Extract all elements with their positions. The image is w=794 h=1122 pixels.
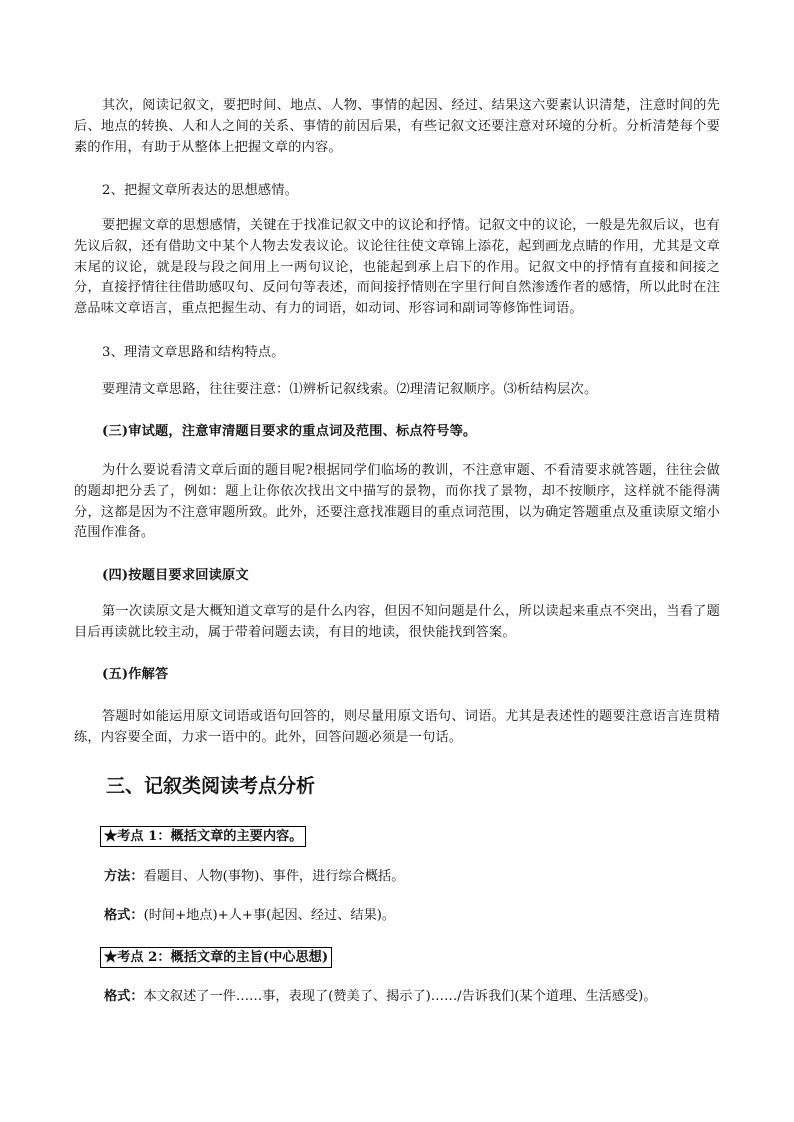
format-label: 格式： xyxy=(104,908,144,923)
kaodian-1-format xyxy=(104,906,395,927)
method-text: 看题目、人物(事物)、事件，进行综合概括。 xyxy=(143,869,405,884)
paragraph-emotion-detail: 要把握文章的思想感情，关键在于找准记叙文中的议论和抒情。记叙文中的议论，一般是先叙后议，也有先议后叙，还有借助文中某个人物去发表议论。议论往往使文章锦上添花，起到画龙点睛的作用，尤其是文章末尾的议论，就是段与段之间用上一两句议论，也能起到承上启下的作用。记叙文中的抒情有直接和间接之分，直接抒情往往借助感叹句、反问句等表述，而间接抒情则在字里行间自然渗透作者的感情，所以此时在注意品味文章语言，重点把握生动、有力的词语，如动词、形容词和副词等修饰性词语。 xyxy=(74,218,720,317)
heading-reread-text: (四)按题目要求回读原文 xyxy=(102,568,249,583)
paragraph-review-question: 为什么要说看清文章后面的题目呢?根据同学们临场的教训，不注意审题、不看清要求就答题，往往会做的题却把分丢了，例如：题上让你依次找出文中描写的景物，而你找了景物，却不按顺序，这样就不能得满分，这都是因为不注意审题所致。此外，还要注意找准题目的重点词范围，以为确定答题重点及重读原文缩小范围作准备。 xyxy=(74,463,720,541)
heading-answer: (五)作解答 xyxy=(102,667,169,682)
paragraph-structure-detail: 要理清文章思路，往往要注意：⑴辨析记叙线索。⑵理清记叙顺序。⑶析结构层次。 xyxy=(102,382,598,397)
format-text: (时间+地点)+人+事(起因、经过、结果)。 xyxy=(143,908,396,923)
kaodian-2-box: ★考点 2：概括文章的主旨(中心思想) xyxy=(100,947,332,968)
paragraph-reread-text: 第一次读原文是大概知道文章写的是什么内容，但因不知问题是什么，所以读起来重点不突出，当看了题目后再读就比较主动，属于带着问题去读，有目的地读，很快能找到答案。 xyxy=(74,604,720,640)
kaodian-1-box: ★考点 1：概括文章的主要内容。 xyxy=(100,826,306,847)
kaodian-1-method xyxy=(104,867,404,888)
method-label: 方法： xyxy=(104,869,144,884)
paragraph-answer: 答题时如能运用原文词语或语句回答的，则尽量用原文语句、词语。尤其是表述性的题要注意语言连贯精练，内容要全面，力求一语中的。此外，回答问题必须是一句话。 xyxy=(74,709,720,745)
kaodian-2-format xyxy=(104,987,657,1008)
heading-review-question: (三)审试题，注意审清题目要求的重点词及范围、标点符号等。 xyxy=(102,424,477,439)
format-text-2: 本文叙述了一件……事，表现了(赞美了、揭示了)……/告诉我们(某个道理、生活感受)。 xyxy=(143,989,657,1004)
format-label-2: 格式： xyxy=(104,989,144,1004)
paragraph-six-elements: 其次，阅读记叙文，要把时间、地点、人物、事情的起因、经过、结果这六要素认识清楚，注意时间的先后、地点的转换、人和人之间的关系、事情的前因后果，有些记叙文还要注意对环境的分析。分析清楚每个要素的作用，有助于从整体上把握文章的内容。 xyxy=(74,98,720,155)
section-title: 三、记叙类阅读考点分析 xyxy=(106,775,316,797)
subheading-structure: 3、理清文章思路和结构特点。 xyxy=(102,345,285,360)
subheading-grasp-emotion: 2、把握文章所表达的思想感情。 xyxy=(102,183,299,198)
